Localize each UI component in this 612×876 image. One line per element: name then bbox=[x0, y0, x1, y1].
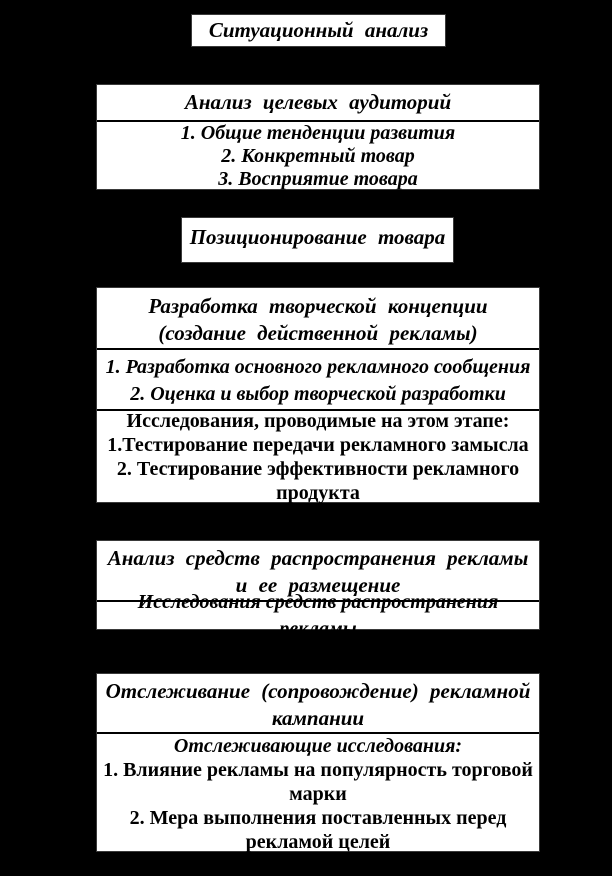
stage-box-positioning bbox=[181, 217, 454, 263]
stage2-item: 1. Общие тенденции развития bbox=[180, 122, 456, 144]
stage1-title: Ситуационный анализ bbox=[208, 18, 429, 42]
stage4-title-line2: (создание действенной рекламы) bbox=[158, 320, 478, 345]
stage3-title: Позиционирование товара bbox=[189, 225, 446, 249]
stage-box-creative-concept bbox=[96, 287, 540, 503]
stage6-research-item: 2. Мера выполнения поставленных перед рекламой целей bbox=[129, 807, 507, 853]
stage4-research bbox=[97, 409, 539, 502]
stage-box-audience-analysis bbox=[96, 84, 540, 190]
stage6-title-line2: кампании bbox=[271, 705, 365, 730]
stage2-title: Анализ целевых аудиторий bbox=[184, 90, 452, 114]
stage4-title-line1: Разработка творческой концепции bbox=[148, 293, 488, 318]
stage2-header bbox=[97, 85, 539, 120]
stage6-title-line1: Отслеживание (сопровождение) рекламной bbox=[105, 678, 531, 703]
stage6-research bbox=[97, 732, 539, 851]
stage-box-situational-analysis bbox=[191, 14, 446, 47]
stage4-research-title: Исследования, проводимые на этом этапе: bbox=[126, 409, 510, 432]
stage5-title-line1: Анализ средств распространения рекламы bbox=[107, 546, 529, 570]
stage4-item: 1. Разработка основного рекламного сообщения bbox=[105, 356, 531, 378]
stage6-research-title: Отслеживающие исследования: bbox=[173, 735, 463, 757]
stage5-title-line2: и ее размещение bbox=[235, 573, 401, 597]
stage4-header bbox=[97, 288, 539, 348]
stage5-research bbox=[97, 590, 539, 640]
stage-box-media-analysis bbox=[96, 540, 540, 640]
stage2-item: 3. Восприятие товара bbox=[218, 168, 418, 190]
stage4-item: 2. Оценка и выбор творческой разработки bbox=[130, 383, 506, 405]
stage4-research-item: 2. Тестирование эффективности рекламного продукта bbox=[116, 457, 520, 504]
stage2-item: 2. Конкретный товар bbox=[221, 145, 415, 167]
stage4-research-item: 1.Тестирование передачи рекламного замысла bbox=[107, 433, 529, 456]
stage2-items bbox=[97, 120, 539, 189]
stage6-header bbox=[97, 674, 539, 732]
stage-box-campaign-tracking bbox=[96, 673, 540, 852]
stage4-items bbox=[97, 348, 539, 409]
stage5-research-text: Исследования средств распространения рекламы bbox=[137, 590, 499, 640]
stage6-research-item: 1. Влияние рекламы на популярность торговой марки bbox=[103, 759, 533, 805]
